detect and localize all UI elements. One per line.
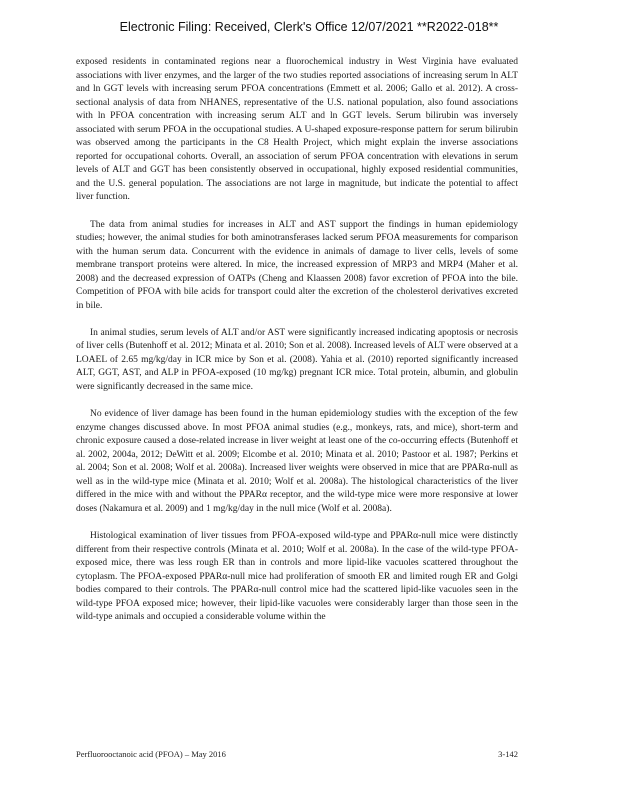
paragraph: In animal studies, serum levels of ALT and/or AST were significantly increased indicating apoptosis or necrosis of liver cells (Butenhoff et al. 2012; Minata et al. 2010; Son et al. 2008). Increased levels of ALT were observed at a LOAEL of 2.65 mg/kg/day in ICR mice by Son et al. (2008). Yahia et al. (2010) reported significantly increased ALT, GGT, AST, and ALP in PFOA-exposed (10 mg/kg) pregnant ICR mice. Total protein, albumin, and globulin were significantly decreased in the same mice. — [76, 327, 518, 393]
page-number: 3-142 — [498, 749, 518, 759]
page-body — [76, 56, 518, 638]
filing-stamp: Electronic Filing: Received, Clerk's Office 12/07/2021 **R2022-018** — [119, 20, 499, 34]
paragraph: exposed residents in contaminated regions near a fluorochemical industry in West Virginia have evaluated associations with liver enzymes, and the larger of the two studies reported associations of increasing serum ln ALT and ln GGT levels with increasing serum PFOA concentrations (Emmett et al. 2006; Gallo et al. 2012). A cross-sectional analysis of data from NHANES, representative of the U.S. national population, also found associations with ln PFOA concentration with increasing serum ALT and ln GGT levels. Serum bilirubin was inversely associated with serum PFOA in the occupational studies. A U-shaped exposure-response pattern for serum bilirubin was observed among the participants in the C8 Health Project, which might explain the inverse associations reported for occupational cohorts. Overall, an association of serum PFOA concentration with elevations in serum levels of ALT and GGT has been consistently observed in occupational, highly exposed residential communities, and the U.S. general population. The associations are not large in magnitude, but indicate the potential to affect liver function. — [76, 57, 518, 203]
paragraph: No evidence of liver damage has been found in the human epidemiology studies with the exception of the few enzyme changes discussed above. In most PFOA animal studies (e.g., monkeys, rats, and mice), short-term and chronic exposure caused a dose-related increase in liver weight at least one of the co-occurring effects (Butenhoff et al. 2002, 2004a, 2012; DeWitt et al. 2009; Elcombe et al. 2010; Minata et al. 2010; Pastoor et al. 1987; Perkins et al. 2004; Son et al. 2008; Wolf et al. 2008a). Increased liver weights were observed in mice that are PPARα-null as well as in the wild-type mice (Minata et al. 2010; Wolf et al. 2008a). The histological characteristics of the liver differed in the mice with and without the PPARα receptor, and the wild-type mice were more responsive at lower doses (Nakamura et al. 2009) and 1 mg/kg/day in the null mice (Wolf et al. 2008a). — [76, 409, 518, 514]
paragraph: Histological examination of liver tissues from PFOA-exposed wild-type and PPARα-null mice were distinctly different from their respective controls (Minata et al. 2010; Wolf et al. 2008a). In the case of the wild-type PFOA-exposed mice, there was less rough ER than in controls and more lipid-like vacuoles scattered throughout the cytoplasm. The PFOA-exposed PPARα-null mice had proliferation of smooth ER and limited rough ER and Golgi bodies compared to their controls. The PPARα-null control mice had the scattered lipid-like vacuoles seen in the wild-type PFOA exposed mice; however, their lipid-like vacuoles were considerably larger than those seen in the wild-type animals and occupied a considerable volume within the — [76, 530, 518, 623]
paragraph: The data from animal studies for increases in ALT and AST support the findings in human epidemiology studies; however, the animal studies for both aminotransferases lacked serum PFOA measurements for comparison with the human serum data. Concurrent with the evidence in animals of damage to liver cells, levels of some membrane transport proteins were altered. In mice, the increased expression of MRP3 and MRP4 (Maher et al. 2008) and the decreased expression of OATPs (Cheng and Klaassen 2008) favor excretion of PFOA into the bile. Competition of PFOA with bile acids for transport could alter the excretion of the cholesterol derivatives excreted in bile. — [76, 219, 518, 311]
footer-document-title: Perfluorooctanoic acid (PFOA) – May 2016 — [76, 749, 226, 759]
